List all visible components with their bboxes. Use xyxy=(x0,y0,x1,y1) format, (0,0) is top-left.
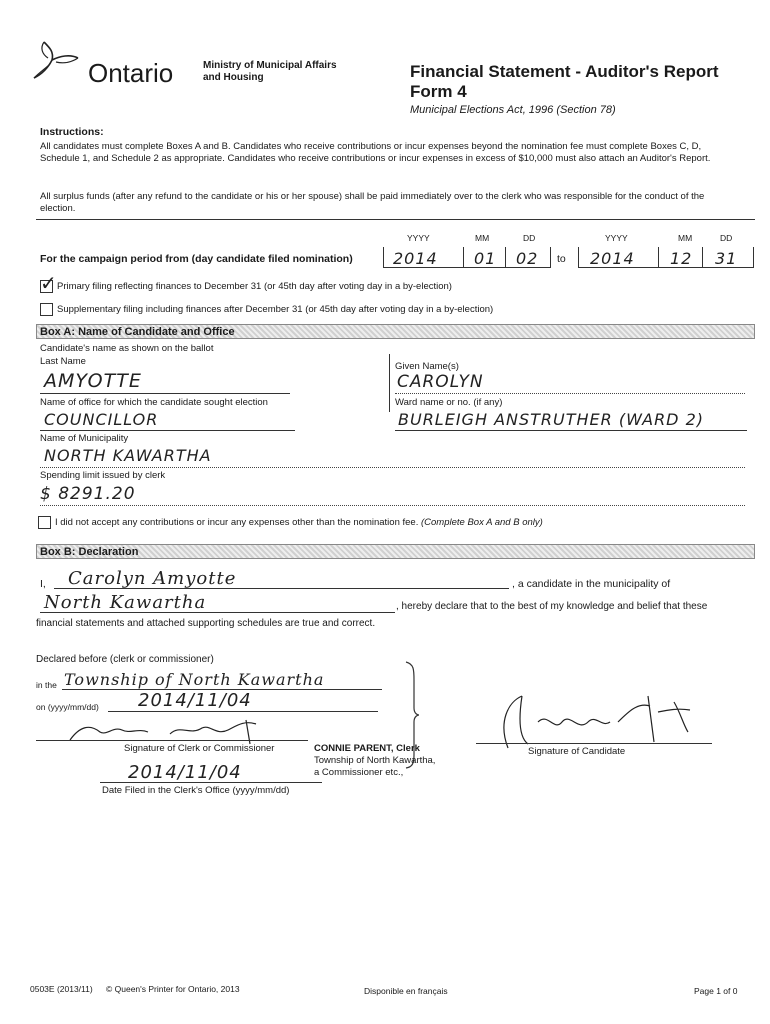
footer-page-number: Page 1 of 0 xyxy=(694,986,738,996)
campaign-period-label: For the campaign period from (day candidate filed nomination) xyxy=(40,253,353,265)
no-contributions-note: (Complete Box A and B only) xyxy=(420,517,543,528)
office-label: Name of office for which the candidate sought election xyxy=(40,397,268,408)
ward-field[interactable]: BURLEIGH ANSTRUTHER (WARD 2) xyxy=(398,410,705,429)
declared-location-field[interactable]: Township of North Kawartha xyxy=(64,670,325,689)
in-the-label: in the xyxy=(36,680,57,690)
no-contributions-label xyxy=(55,517,543,528)
last-name-field[interactable]: AMYOTTE xyxy=(44,370,142,392)
on-date-label: on (yyyy/mm/dd) xyxy=(36,702,99,712)
box-b-header: Box B: Declaration xyxy=(36,544,755,559)
spending-limit-field[interactable]: $ 8291.20 xyxy=(40,484,136,504)
given-name-field[interactable]: CAROLYN xyxy=(397,372,484,392)
col-mm-from: MM xyxy=(475,233,490,243)
office-field[interactable]: COUNCILLOR xyxy=(44,410,159,429)
no-contributions-checkbox[interactable] xyxy=(38,516,51,529)
col-mm-to: MM xyxy=(678,233,693,243)
clerk-stamp-line-3: a Commissioner etc., xyxy=(314,767,404,778)
to-label: to xyxy=(557,253,566,265)
footer-copyright: © Queen's Printer for Ontario, 2013 xyxy=(106,984,240,994)
clerk-signature xyxy=(60,716,300,746)
instructions-heading: Instructions: xyxy=(40,126,104,138)
declaration-i-label: I, xyxy=(40,578,46,590)
declared-date-field[interactable]: 2014/11/04 xyxy=(138,690,252,711)
box-a-header: Box A: Name of Candidate and Office xyxy=(36,324,755,339)
candidate-signature-label: Signature of Candidate xyxy=(528,746,626,757)
instructions-paragraph-2: All surplus funds (after any refund to the candidate or his or her spouse) shall be paid immediately over to the clerk who was responsible for the conduct of the election. xyxy=(40,191,705,214)
declarant-name-field[interactable]: Carolyn Amyotte xyxy=(68,568,237,589)
clerk-stamp-line-1: CONNIE PARENT, Clerk xyxy=(314,743,420,754)
declaration-text: , hereby declare that to the best of my knowledge and belief that these xyxy=(396,601,708,612)
footer-form-code: 0503E (2013/11) xyxy=(30,984,93,994)
col-dd-to: DD xyxy=(720,233,733,243)
footer-french: Disponible en français xyxy=(364,986,448,996)
supplementary-filing-checkbox[interactable] xyxy=(40,303,53,316)
primary-filing-label: Primary filing reflecting finances to December 31 (or 45th day after voting day in a by-election) xyxy=(57,281,452,292)
declaration-municipality-field[interactable]: North Kawartha xyxy=(44,592,207,613)
supplementary-filing-label: Supplementary filing including finances after December 31 (or 45th day after voting day in a by-election) xyxy=(57,304,494,315)
last-name-label: Last Name xyxy=(40,356,86,367)
to-year-field[interactable]: 2014 xyxy=(590,249,635,268)
to-day-field[interactable]: 31 xyxy=(715,249,738,268)
from-day-field[interactable]: 02 xyxy=(516,249,539,268)
declaration-text-2: financial statements and attached supporting schedules are true and correct. xyxy=(36,618,376,629)
municipality-field[interactable]: NORTH KAWARTHA xyxy=(44,446,212,465)
to-month-field[interactable]: 12 xyxy=(670,249,693,268)
logo-text: Ontario xyxy=(88,58,174,88)
form-number: Form 4 xyxy=(410,82,467,101)
ballot-name-label: Candidate's name as shown on the ballot xyxy=(40,343,214,354)
form-title: Financial Statement - Auditor's Report xyxy=(410,62,719,81)
act-reference: Municipal Elections Act, 1996 (Section 78) xyxy=(410,104,616,116)
ontario-trillium-logo xyxy=(30,38,86,86)
from-year-field[interactable]: 2014 xyxy=(393,249,438,268)
col-dd-from: DD xyxy=(523,233,536,243)
clerk-stamp-line-2: Township of North Kawartha, xyxy=(314,755,436,766)
instructions-paragraph-1: All candidates must complete Boxes A and B. Candidates who receive contributions or incur expenses beyond the nomination fee must complete Boxes C, D, Schedule 1, and Schedule 2 as appropriate. Candidates who receive contributions or incur expenses in excess of $10,000 must also attach an Auditor's Report. xyxy=(40,141,711,164)
municipality-label: Name of Municipality xyxy=(40,433,129,444)
ministry-name: Ministry of Municipal Affairs and Housing xyxy=(203,60,337,83)
clerk-signature-label: Signature of Clerk or Commissioner xyxy=(124,743,275,754)
candidate-municipality-text: , a candidate in the municipality of xyxy=(512,578,671,590)
primary-filing-checkmark: ✓ xyxy=(40,271,58,295)
spending-limit-label: Spending limit issued by clerk xyxy=(40,470,166,481)
no-contributions-text: I did not accept any contributions or incur any expenses other than the nomination fee. xyxy=(55,517,419,528)
given-name-label: Given Name(s) xyxy=(395,361,459,372)
declared-before-label: Declared before (clerk or commissioner) xyxy=(36,654,214,665)
ward-label: Ward name or no. (if any) xyxy=(395,397,503,408)
date-filed-label: Date Filed in the Clerk's Office (yyyy/mm/dd) xyxy=(102,785,290,796)
col-yyyy-from: YYYY xyxy=(407,233,430,243)
col-yyyy-to: YYYY xyxy=(605,233,628,243)
from-month-field[interactable]: 01 xyxy=(474,249,497,268)
date-filed-field[interactable]: 2014/11/04 xyxy=(128,762,242,783)
